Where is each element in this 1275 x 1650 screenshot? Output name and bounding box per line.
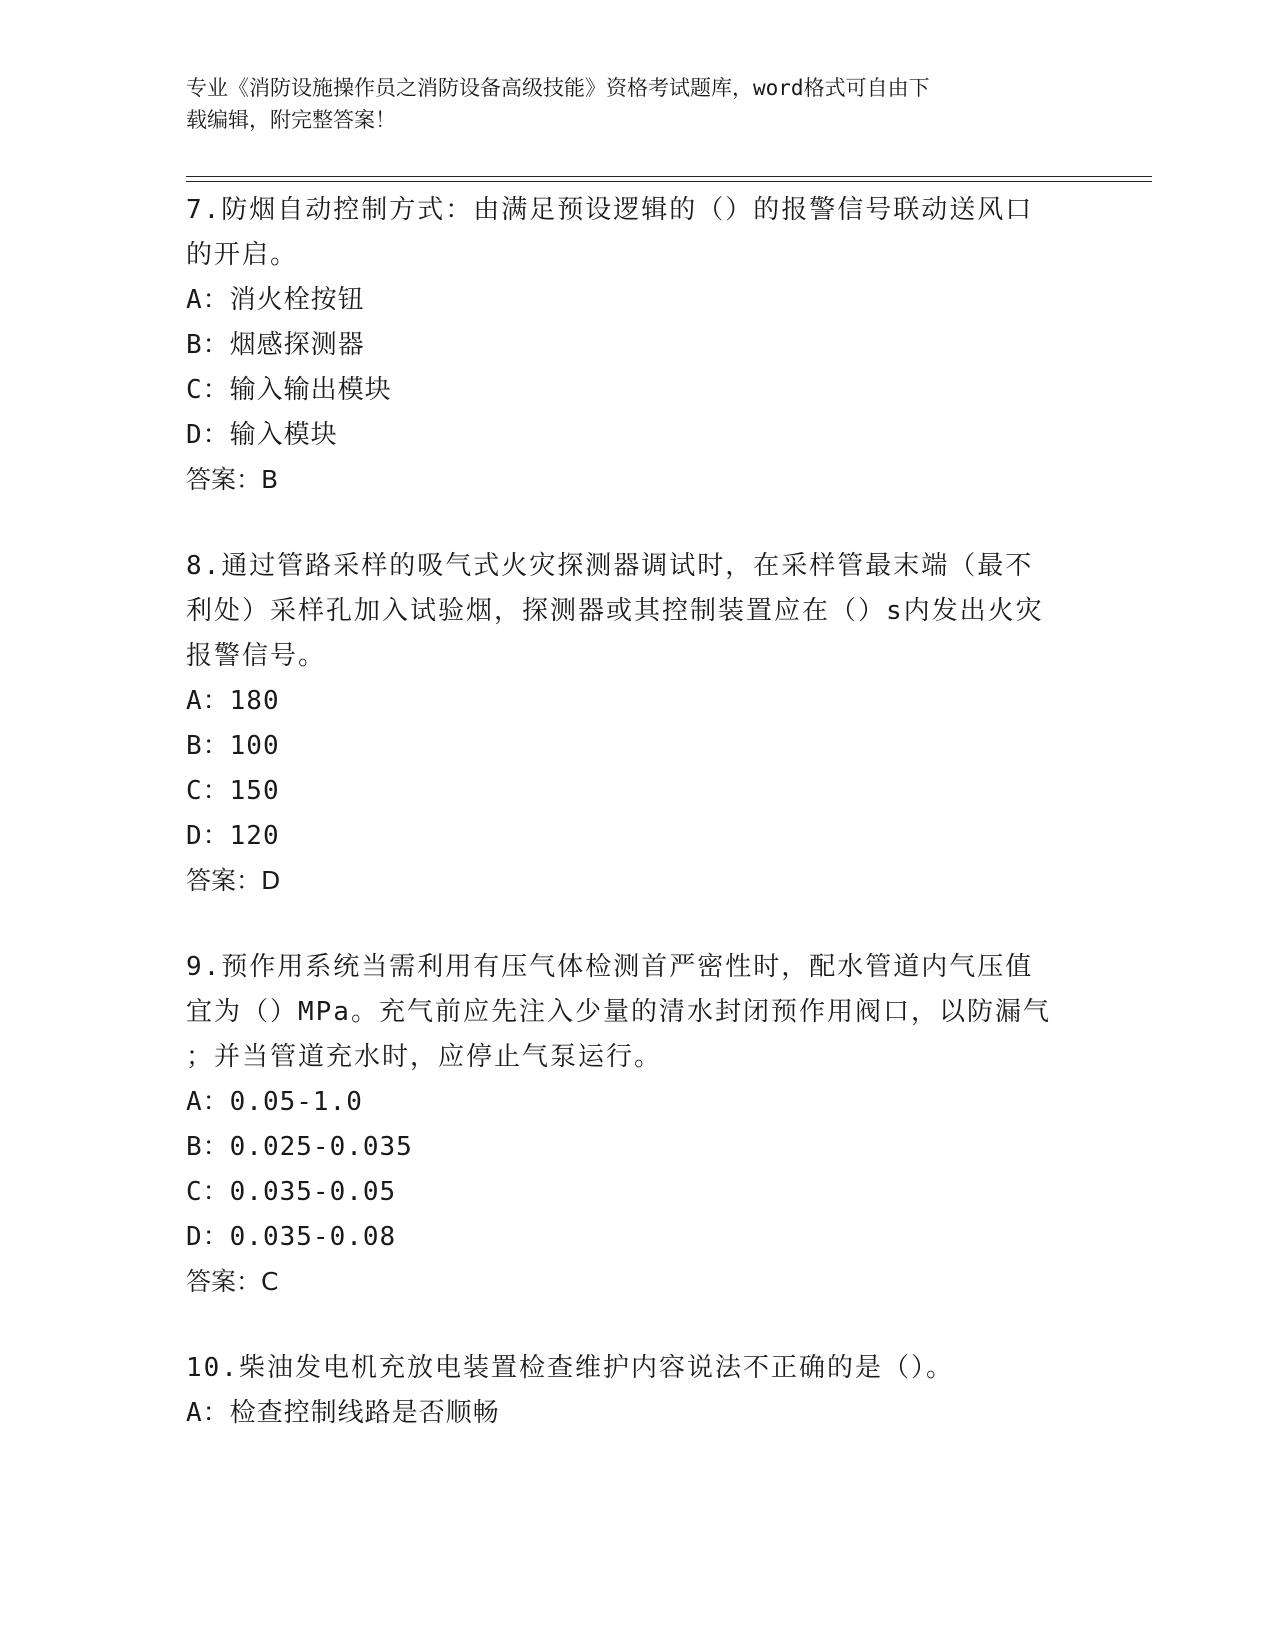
answer-option: A：检查控制线路是否顺畅 (186, 1398, 500, 1428)
question-stem-line: 报警信号。 (186, 641, 327, 671)
header-line-1: 专业《消防设施操作员之消防设备高级技能》资格考试题库，word格式可自由下 (186, 76, 930, 100)
question-stem-line: 利处）采样孔加入试验烟，探测器或其控制装置应在（）s内发出火灾 (186, 596, 1044, 626)
answer-option: C：150 (186, 776, 280, 806)
answer-key: 答案：C (186, 1267, 279, 1296)
answer-key: 答案：B (186, 465, 279, 494)
question-stem-line: 9.预作用系统当需利用有压气体检测首严密性时，配水管道内气压值 (186, 952, 1034, 982)
question-block (186, 544, 1086, 903)
answer-option: D：120 (186, 821, 280, 851)
answer-option: B：100 (186, 731, 280, 761)
question-stem-line: ；并当管道充水时，应停止气泵运行。 (186, 1042, 663, 1072)
question-stem-line: 宜为（）MPa。充气前应先注入少量的清水封闭预作用阀口，以防漏气 (186, 997, 1051, 1027)
answer-option: B：烟感探测器 (186, 330, 365, 360)
header-line-2: 载编辑，附完整答案！ (186, 108, 396, 132)
question-block (186, 188, 1086, 502)
answer-option: D：0.035-0.08 (186, 1222, 397, 1252)
header-rule-bottom (186, 181, 1152, 182)
answer-option: C：0.035-0.05 (186, 1177, 397, 1207)
answer-option: C：输入输出模块 (186, 375, 392, 405)
question-block (186, 945, 1086, 1304)
answer-option: A：0.05-1.0 (186, 1087, 363, 1117)
answer-option: A：消火栓按钮 (186, 285, 365, 315)
question-list (186, 188, 1086, 1478)
question-stem-line: 10.柴油发电机充放电装置检查维护内容说法不正确的是（）。 (186, 1353, 954, 1383)
question-block (186, 1346, 1086, 1436)
question-stem-line: 的开启。 (186, 240, 299, 270)
document-header (186, 72, 1066, 136)
answer-option: B：0.025-0.035 (186, 1132, 413, 1162)
answer-option: A：180 (186, 686, 280, 716)
question-stem-line: 8.通过管路采样的吸气式火灾探测器调试时，在采样管最末端（最不 (186, 551, 1034, 581)
question-stem-line: 7.防烟自动控制方式：由满足预设逻辑的（）的报警信号联动送风口 (186, 195, 1034, 225)
answer-option: D：输入模块 (186, 420, 338, 450)
answer-key: 答案：D (186, 866, 281, 895)
header-rule-top (186, 176, 1152, 177)
